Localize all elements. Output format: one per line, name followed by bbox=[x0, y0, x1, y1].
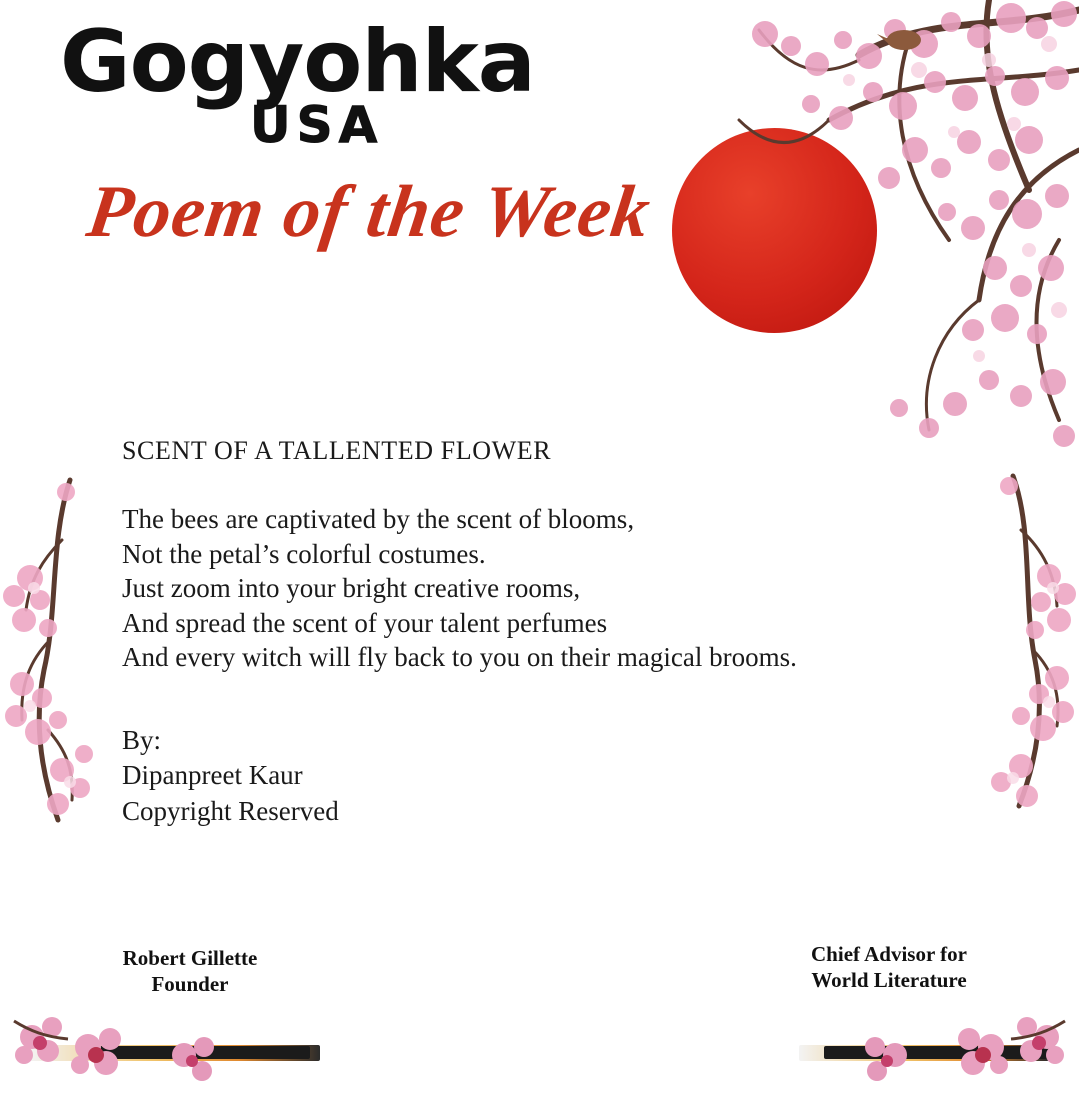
advisor-role-line1: Chief Advisor for bbox=[811, 942, 967, 966]
poem-body bbox=[122, 436, 1002, 830]
poem-line: Not the petal’s colorful costumes. bbox=[122, 538, 486, 569]
footer-flower-right-inner-icon bbox=[931, 1003, 1021, 1093]
brand-title: Gogyohka bbox=[60, 12, 535, 112]
cherry-blossom-branch-left-icon bbox=[0, 470, 140, 830]
founder-name: Robert Gillette bbox=[122, 946, 258, 970]
red-sun-icon bbox=[672, 128, 877, 333]
advisor-role-line2: World Literature bbox=[811, 967, 967, 992]
poem-title: SCENT OF A TALLENTED FLOWER bbox=[122, 436, 552, 465]
brand-header bbox=[60, 12, 656, 255]
poem-copyright: Copyright Reserved bbox=[122, 795, 339, 826]
poem-line: The bees are captivated by the scent of blooms, bbox=[122, 504, 635, 534]
brand-tagline: Poem of the Week bbox=[82, 170, 656, 253]
brand-subtitle: USA bbox=[250, 95, 384, 154]
footer-credits bbox=[0, 894, 1079, 1109]
poem-author: Dipanpreet Kaur bbox=[122, 760, 303, 791]
advisor-credit bbox=[759, 942, 1019, 993]
footer-flower-right-third-icon bbox=[839, 1005, 929, 1095]
poem-line: Just zoom into your bright creative rooms, bbox=[122, 573, 581, 604]
poem-line: And every witch will fly back to you on their magical brooms. bbox=[122, 642, 797, 673]
poem-line: And spread the scent of your talent perfumes bbox=[122, 607, 608, 638]
founder-role: Founder bbox=[151, 971, 229, 996]
founder-credit bbox=[60, 946, 320, 997]
footer-flower-left-inner-icon bbox=[58, 1003, 148, 1093]
poem-attribution bbox=[122, 723, 1002, 830]
poem-by-label: By: bbox=[122, 724, 162, 755]
footer-flower-left-third-icon bbox=[150, 1005, 240, 1095]
